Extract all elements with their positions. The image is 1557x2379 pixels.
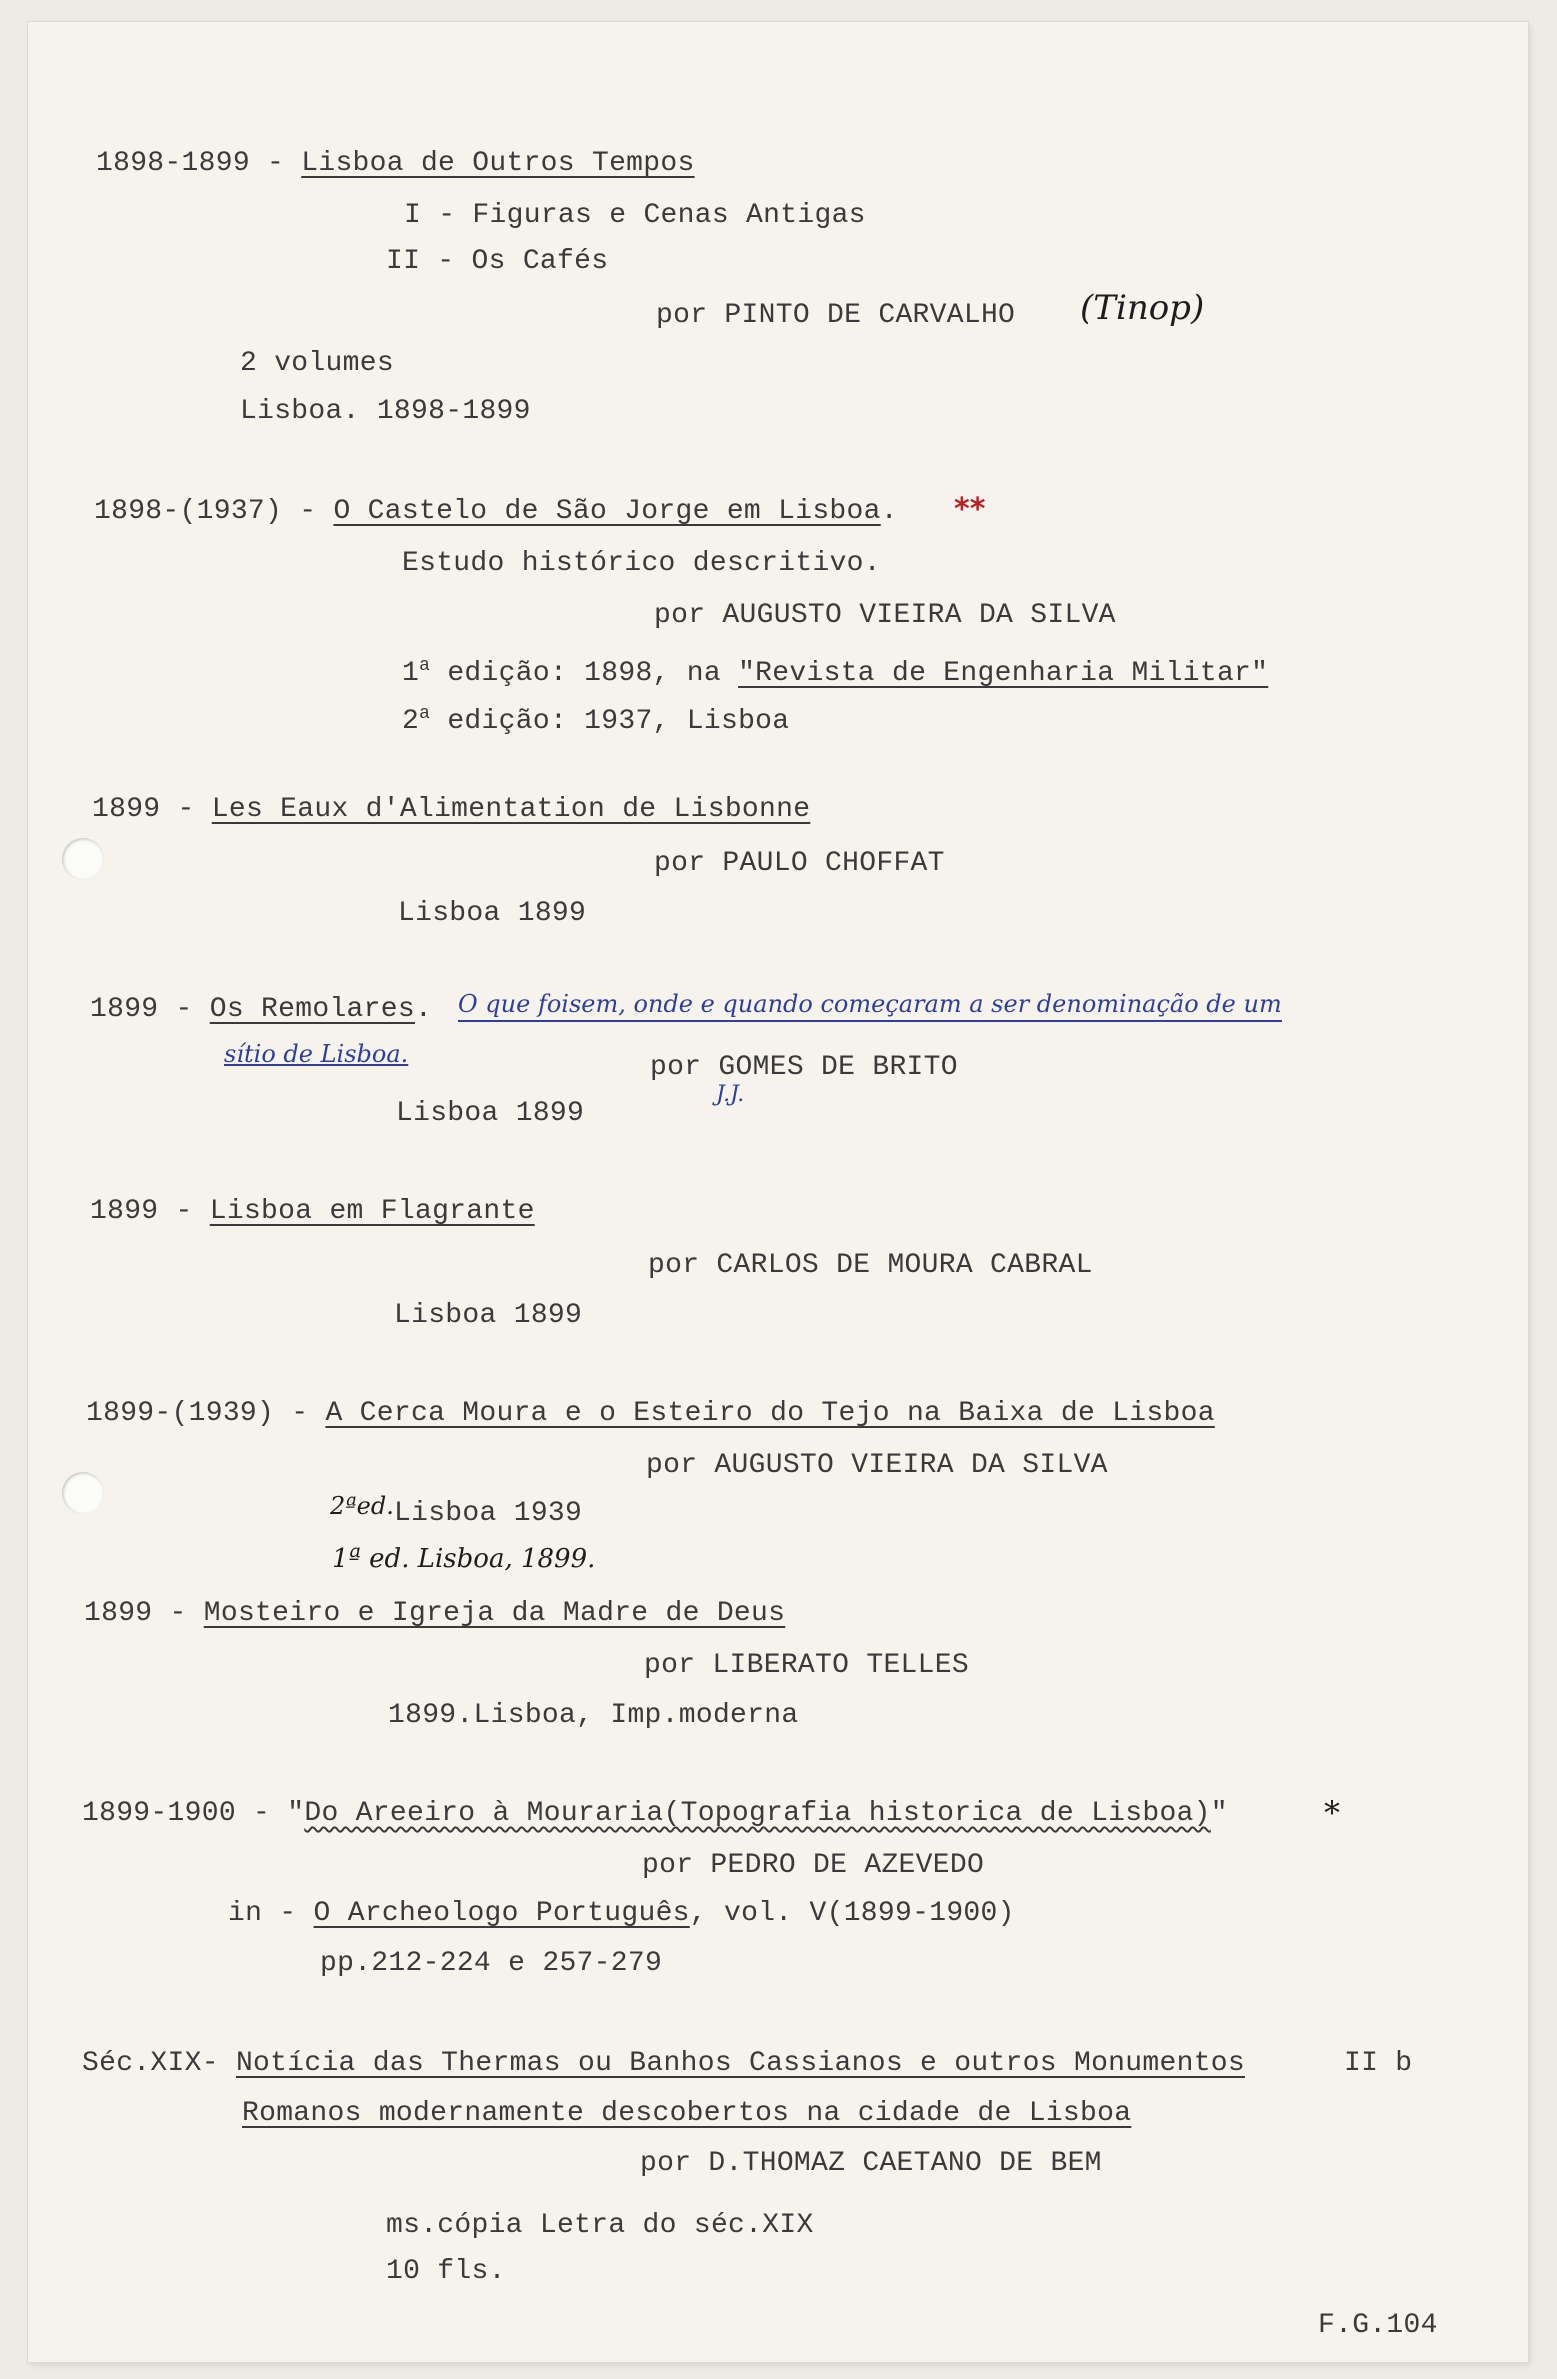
entry-2-edition-2: 2$^a$ edição: 1937, Lisboa	[402, 704, 790, 737]
entry-3-title: Les Eaux d'Alimentation de Lisbonne	[211, 794, 811, 825]
entry-9-heading: Séc.XIX- Notícia das Thermas ou Banhos Cassianos e outros Monumentos	[82, 2048, 1245, 2079]
entry-3-place: Lisboa 1899	[398, 898, 587, 929]
entry-6-author: por AUGUSTO VIEIRA DA SILVA	[646, 1450, 1108, 1481]
entry-6-title: A Cerca Moura e o Esteiro do Tejo na Baixa de Lisboa	[325, 1398, 1215, 1429]
entry-8-title: Do Areeiro à Mouraria(Topografia historica de Lisboa)	[304, 1798, 1211, 1829]
entry-2-description: Estudo histórico descritivo.	[402, 548, 881, 579]
entry-9-shelf-mark: II b	[1344, 2048, 1413, 2079]
entry-5-place: Lisboa 1899	[394, 1300, 583, 1331]
entry-1-subtitle-1: I - Figuras e Cenas Antigas	[404, 200, 866, 231]
entry-8-author: por PEDRO DE AZEVEDO	[642, 1850, 985, 1881]
entry-6-edition-note: 2ªed.	[330, 1492, 394, 1520]
entry-7-author: por LIBERATO TELLES	[644, 1650, 969, 1681]
entry-2-heading: 1898-(1937) - O Castelo de São Jorge em Lisboa.	[94, 496, 898, 527]
entry-9-copy-note: ms.cópia Letra do séc.XIX	[386, 2210, 814, 2241]
entry-1-subtitle-2: II - Os Cafés	[386, 246, 609, 277]
entry-9-title-line-2: Romanos modernamente descobertos na cidade de Lisboa	[242, 2098, 1132, 2129]
entry-7-heading: 1899 - Mosteiro e Igreja da Madre de Deus	[84, 1598, 786, 1629]
punch-hole-top	[62, 838, 104, 880]
entry-9-author: por D.THOMAZ CAETANO DE BEM	[640, 2148, 1102, 2179]
entry-9-folios: 10 fls.	[386, 2256, 506, 2287]
entry-6-place: Lisboa 1939	[394, 1498, 583, 1529]
entry-1-author: por PINTO DE CARVALHO	[656, 300, 1016, 331]
entry-4-handwritten-note-line-2: sítio de Lisboa.	[224, 1040, 409, 1068]
entry-8-publication: in - O Archeologo Português, vol. V(1899-1900)	[228, 1898, 1015, 1929]
entry-8-heading: 1899-1900 - "Do Areeiro à Mouraria(Topografia historica de Lisboa)"	[82, 1798, 1228, 1829]
entry-7-title: Mosteiro e Igreja da Madre de Deus	[203, 1598, 786, 1629]
entry-8-journal: O Archeologo Português	[313, 1898, 690, 1929]
entry-2-title: O Castelo de São Jorge em Lisboa	[333, 496, 881, 527]
entry-1-volumes: 2 volumes	[240, 348, 394, 379]
entry-2-author: por AUGUSTO VIEIRA DA SILVA	[654, 600, 1116, 631]
entry-2-red-mark: **	[954, 492, 986, 527]
entry-6-heading: 1899-(1939) - A Cerca Moura e o Esteiro do Tejo na Baixa de Lisboa	[86, 1398, 1215, 1429]
entry-6-handwritten-note: 1ª ed. Lisboa, 1899.	[332, 1544, 596, 1574]
entry-4-handwritten-note-line-1: O que foisem, onde e quando começaram a ser denominação de um	[458, 990, 1282, 1022]
entry-1-author-note: (Tinop)	[1080, 288, 1205, 328]
entry-9-title-line-1: Notícia das Thermas ou Banhos Cassianos e outros Monumentos	[235, 2048, 1245, 2079]
entry-5-title: Lisboa em Flagrante	[209, 1196, 535, 1227]
entry-2-edition-1: 1$^a$ edição: 1898, na "Revista de Engenharia Militar"	[402, 656, 1269, 689]
entry-4-heading: 1899 - Os Remolares.	[90, 994, 433, 1025]
entry-3-heading: 1899 - Les Eaux d'Alimentation de Lisbonne	[92, 794, 811, 825]
entry-7-place: 1899.Lisboa, Imp.moderna	[388, 1700, 799, 1731]
entry-4-title: Os Remolares	[209, 994, 415, 1025]
entry-1-heading: 1898-1899 - Lisboa de Outros Tempos	[96, 148, 695, 179]
entry-8-pages: pp.212-224 e 257-279	[320, 1948, 663, 1979]
catalog-code: F.G.104	[1318, 2310, 1438, 2341]
entry-4-place: Lisboa 1899	[396, 1098, 585, 1129]
entry-5-author: por CARLOS DE MOURA CABRAL	[648, 1250, 1093, 1281]
entry-2-journal: "Revista de Engenharia Militar"	[738, 658, 1269, 689]
punch-hole-bottom	[62, 1472, 104, 1514]
catalog-card	[28, 22, 1528, 2362]
entry-5-heading: 1899 - Lisboa em Flagrante	[90, 1196, 535, 1227]
entry-3-author: por PAULO CHOFFAT	[654, 848, 945, 879]
entry-4-author-note: J.J.	[716, 1082, 745, 1107]
entry-8-asterisk-mark: *	[1324, 1794, 1340, 1832]
entry-4-author: por GOMES DE BRITO	[650, 1052, 958, 1083]
entry-1-place: Lisboa. 1898-1899	[240, 396, 531, 427]
entry-1-title: Lisboa de Outros Tempos	[301, 148, 695, 179]
